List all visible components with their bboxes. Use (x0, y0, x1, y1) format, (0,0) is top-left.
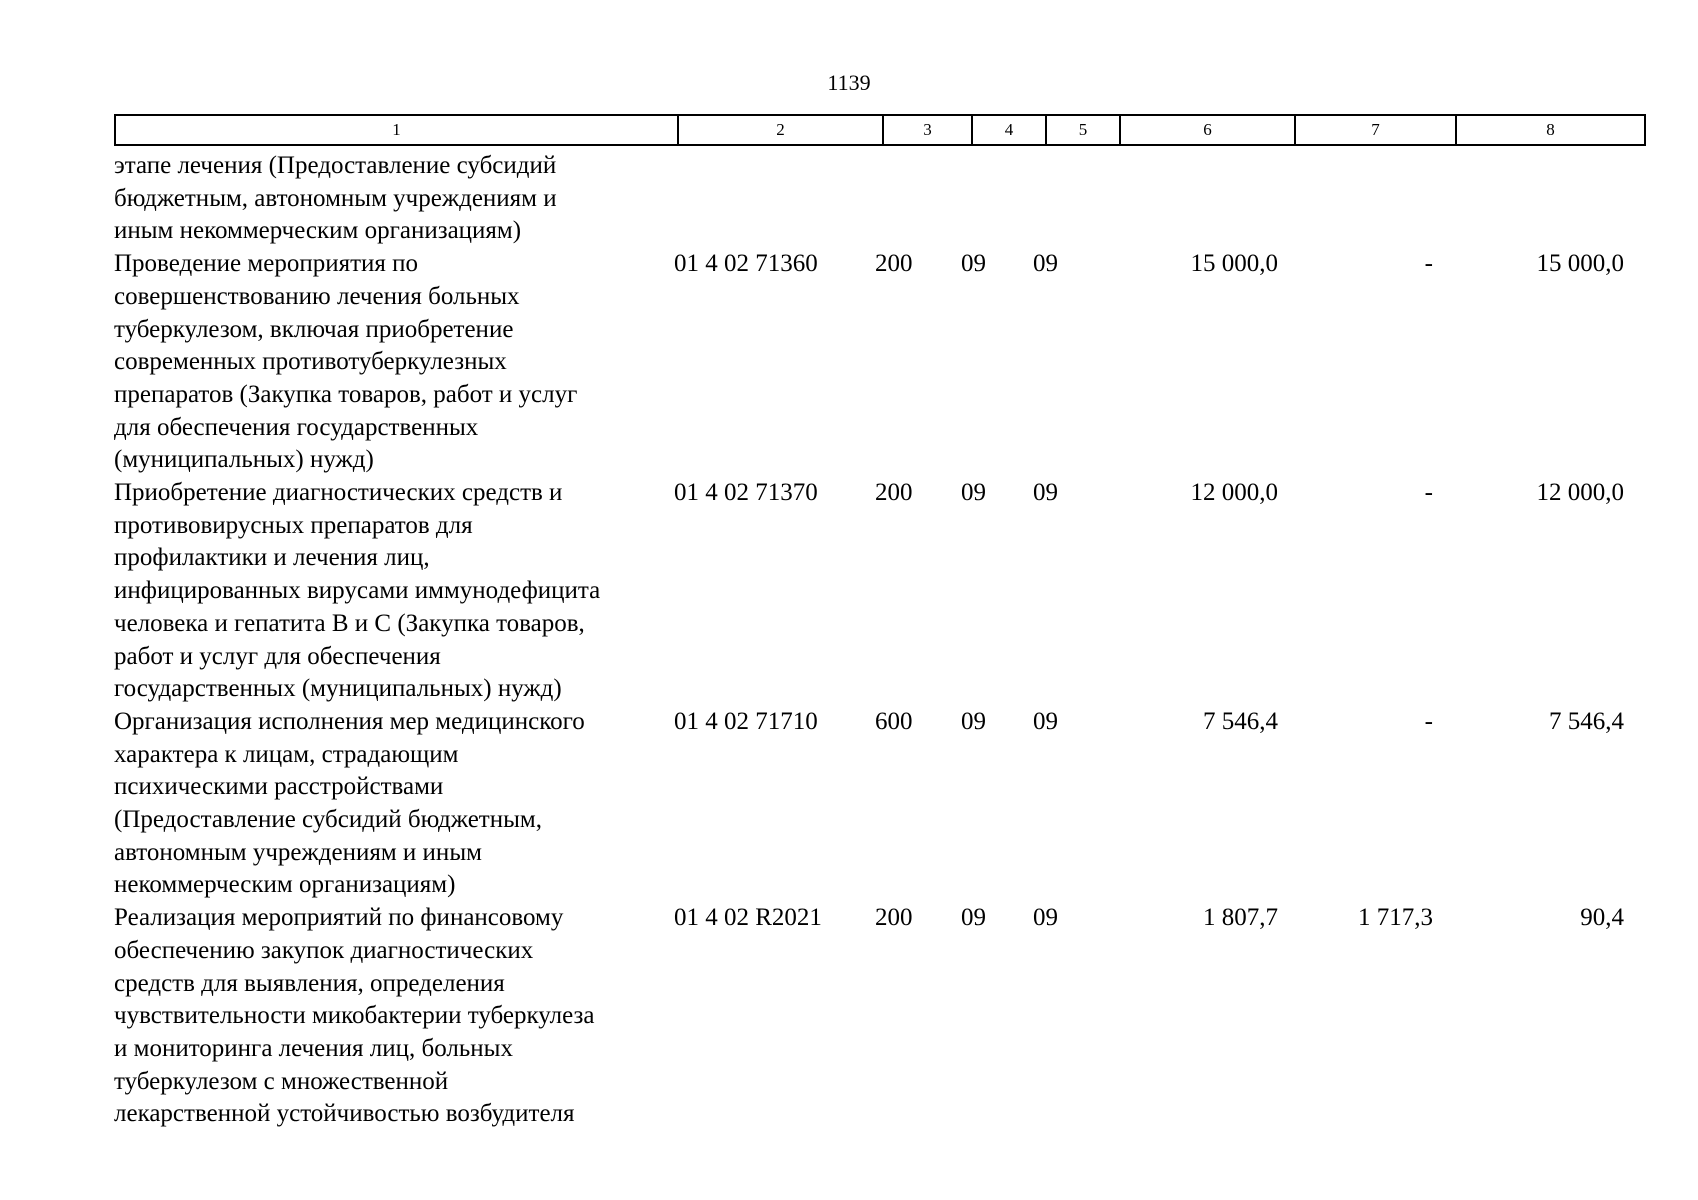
table-row (114, 150, 1624, 248)
row-subsection: 09 (1033, 904, 1058, 932)
row-regional: 12 000,0 (1536, 479, 1624, 507)
row-description: Приобретение диагностических средств и противовирусных препаратов для профилактики и лечения лиц, инфицированных вирусами иммунодефицита человека и гепатита В и С (Закупка товаров, работ и услуг для обеспечения государственных (муниципальных) нужд) (114, 479, 601, 703)
row-regional: 15 000,0 (1536, 250, 1624, 278)
row-description: этапе лечения (Предоставление субсидий бюджетным, автономным учреждениям и иным некоммерческим организациям) (114, 152, 557, 245)
row-subsection: 09 (1033, 479, 1058, 507)
row-expense-type: 200 (875, 904, 913, 932)
header-col-5: 5 (1046, 115, 1120, 145)
row-section: 09 (961, 707, 986, 735)
row-section: 09 (961, 479, 986, 507)
header-col-1: 1 (115, 115, 678, 145)
header-col-4: 4 (972, 115, 1046, 145)
row-description: Организация исполнения мер медицинского характера к лицам, страдающим психическими расстройствами (Предоставление субсидий бюджетным, автономным учреждениям и иным некоммерческим организациям) (114, 707, 585, 899)
row-total: 7 546,4 (1203, 707, 1278, 735)
row-target-code: 01 4 02 R2021 (674, 904, 822, 932)
row-total: 15 000,0 (1190, 250, 1278, 278)
row-regional: 7 546,4 (1549, 707, 1624, 735)
row-federal: 1 717,3 (1358, 904, 1433, 932)
row-expense-type: 200 (875, 479, 913, 507)
header-col-3: 3 (883, 115, 972, 145)
row-description: Проведение мероприятия по совершенствованию лечения больных туберкулезом, включая приобретение современных противотуберкулезных препаратов (Закупка товаров, работ и услуг для обеспечения государственных (муниципальных) нужд) (114, 250, 578, 474)
row-section: 09 (961, 250, 986, 278)
page-number: 1139 (827, 70, 871, 95)
row-section: 09 (961, 904, 986, 932)
row-target-code: 01 4 02 71370 (674, 479, 818, 507)
row-total: 1 807,7 (1203, 904, 1278, 932)
budget-table-body (114, 150, 1624, 1131)
row-target-code: 01 4 02 71710 (674, 707, 818, 735)
header-col-6: 6 (1120, 115, 1295, 145)
row-description: Реализация мероприятий по финансовому обеспечению закупок диагностических средств для выявления, определения чувствительности микобактерии туберкулеза и мониторинга лечения лиц, больных туберкулезом с множественной лекарственной устойчивостью возбудителя (114, 904, 595, 1128)
table-row (114, 706, 1624, 902)
table-row (114, 477, 1624, 706)
row-expense-type: 600 (875, 707, 913, 735)
row-federal: - (1424, 479, 1433, 507)
row-target-code: 01 4 02 71360 (674, 250, 818, 278)
row-expense-type: 200 (875, 250, 913, 278)
header-row (115, 115, 1645, 145)
header-col-8: 8 (1456, 115, 1645, 145)
row-federal: - (1424, 707, 1433, 735)
row-total: 12 000,0 (1190, 479, 1278, 507)
row-federal: - (1424, 250, 1433, 278)
column-number-header (114, 114, 1646, 146)
row-regional: 90,4 (1580, 904, 1624, 932)
row-subsection: 09 (1033, 707, 1058, 735)
table-row (114, 248, 1624, 477)
header-col-2: 2 (678, 115, 883, 145)
table-row (114, 902, 1624, 1131)
header-col-7: 7 (1295, 115, 1456, 145)
row-subsection: 09 (1033, 250, 1058, 278)
